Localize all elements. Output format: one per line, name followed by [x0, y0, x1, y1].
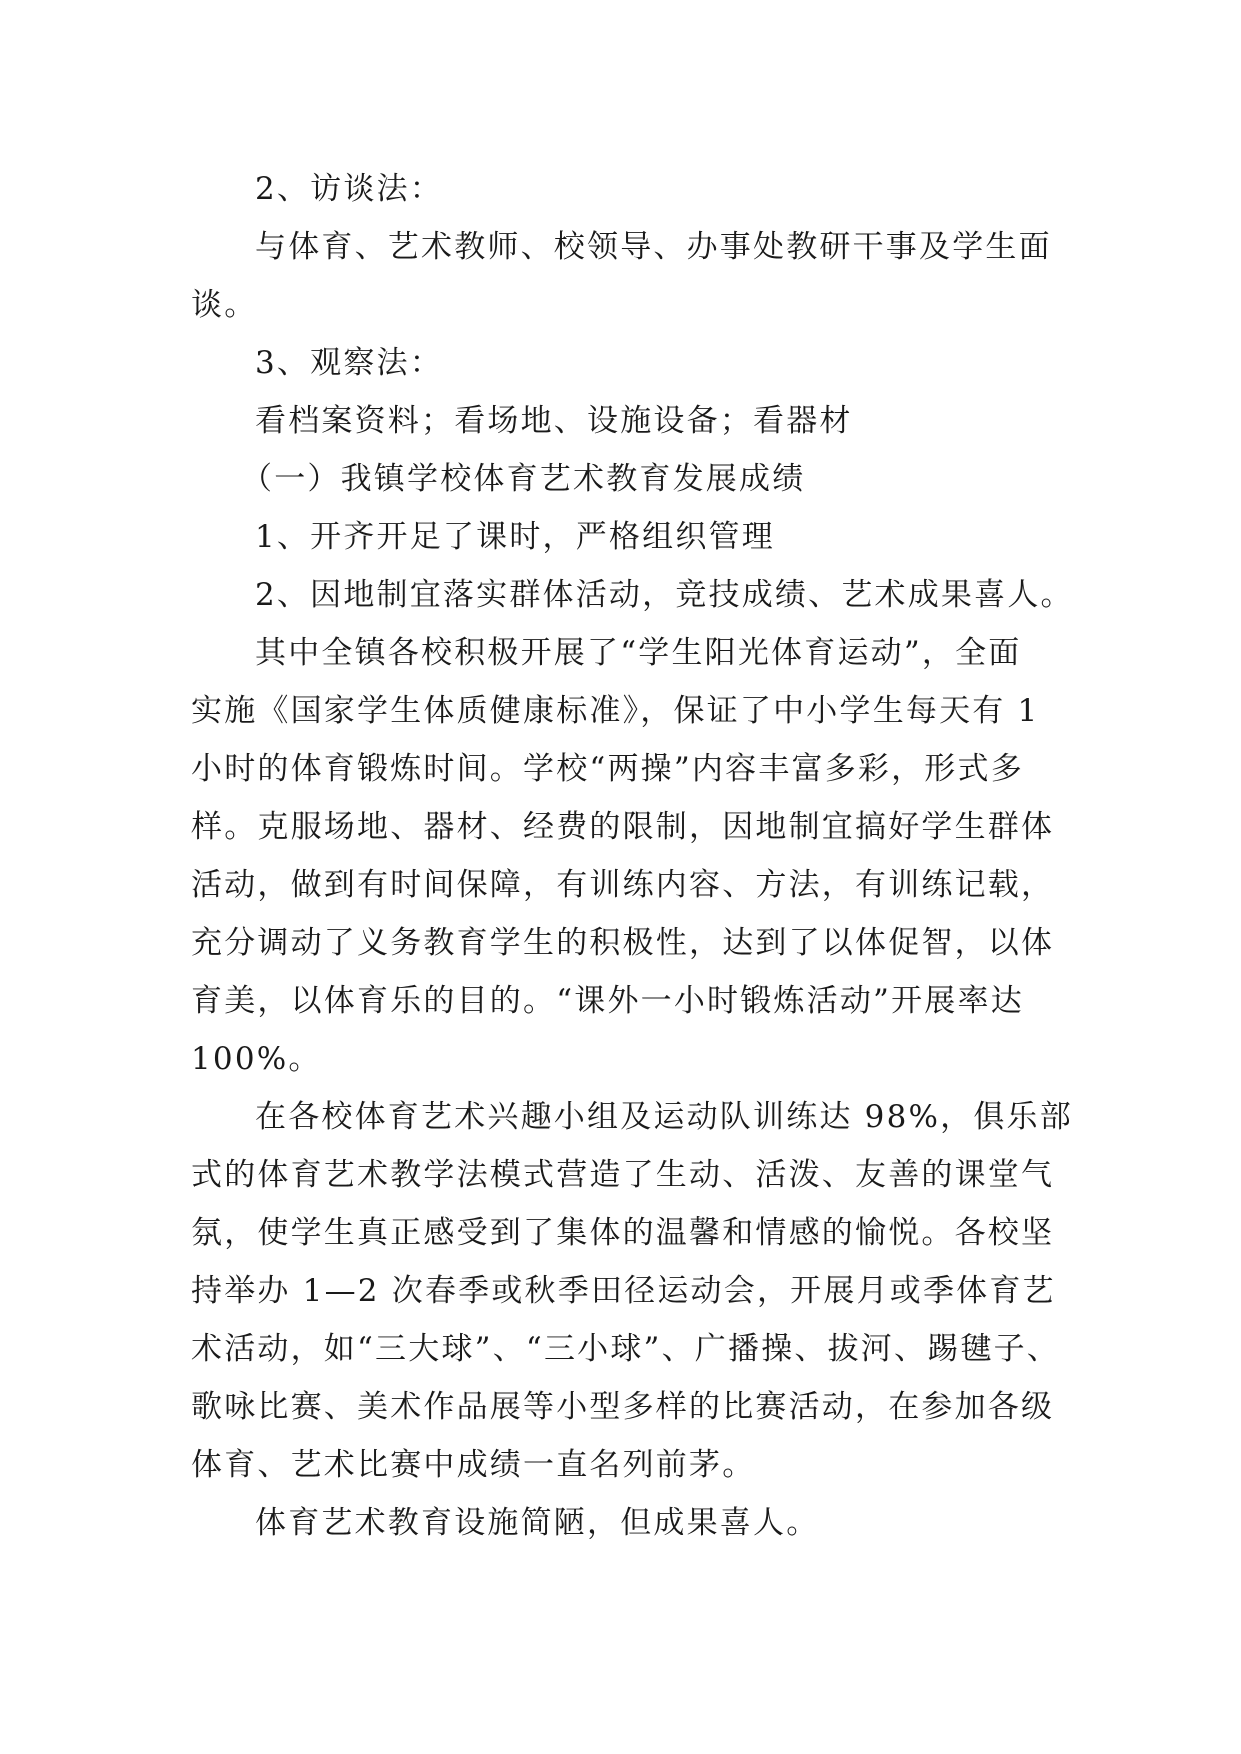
document-body — [191, 160, 1074, 1552]
text-line: 实施《国家学生体质健康标准》，保证了中小学生每天有 1 — [191, 693, 1040, 729]
text-line: 与体育、艺术教师、校领导、办事处教研干事及学生面 — [255, 229, 1052, 265]
text-line: 在各校体育艺术兴趣小组及运动队训练达 98%，俱乐部 — [255, 1099, 1073, 1135]
section-heading: （一）我镇学校体育艺术教育发展成绩 — [241, 461, 806, 497]
text-line: 100%。 — [191, 1041, 322, 1077]
text-line: 谈。 — [191, 287, 258, 323]
text-line: 体育艺术教育设施简陋，但成果喜人。 — [255, 1505, 820, 1541]
text-line: 小时的体育锻炼时间。学校“两操”内容丰富多彩，形式多 — [191, 751, 1024, 787]
text-line: 2、因地制宜落实群体活动，竞技成绩、艺术成果喜人。 — [255, 577, 1074, 613]
text-line: 看档案资料；看场地、设施设备；看器材 — [255, 403, 853, 439]
text-line: 1、开齐开足了课时，严格组织管理 — [255, 519, 775, 555]
text-line: 育美，以体育乐的目的。“课外一小时锻炼活动”开展率达 — [191, 983, 1024, 1019]
text-line: 样。克服场地、器材、经费的限制，因地制宜搞好学生群体 — [191, 809, 1055, 845]
text-line: 歌咏比赛、美术作品展等小型多样的比赛活动，在参加各级 — [191, 1389, 1055, 1425]
text-line: 持举办 1—2 次春季或秋季田径运动会，开展月或季体育艺 — [191, 1273, 1056, 1309]
text-line: 充分调动了义务教育学生的积极性，达到了以体促智，以体 — [191, 925, 1055, 961]
text-line: 术活动，如“三大球”、“三小球”、广播操、拔河、踢毽子、 — [191, 1331, 1060, 1367]
text-line: 式的体育艺术教学法模式营造了生动、活泼、友善的课堂气 — [191, 1157, 1055, 1193]
text-line: 活动，做到有时间保障，有训练内容、方法，有训练记载， — [191, 867, 1055, 903]
text-line: 2、访谈法： — [255, 171, 443, 207]
text-line: 其中全镇各校积极开展了“学生阳光体育运动”，全面 — [255, 635, 1022, 671]
text-line: 3、观察法： — [255, 345, 443, 381]
text-line: 体育、艺术比赛中成绩一直名列前茅。 — [191, 1447, 756, 1483]
text-line: 氛，使学生真正感受到了集体的温馨和情感的愉悦。各校坚 — [191, 1215, 1055, 1251]
